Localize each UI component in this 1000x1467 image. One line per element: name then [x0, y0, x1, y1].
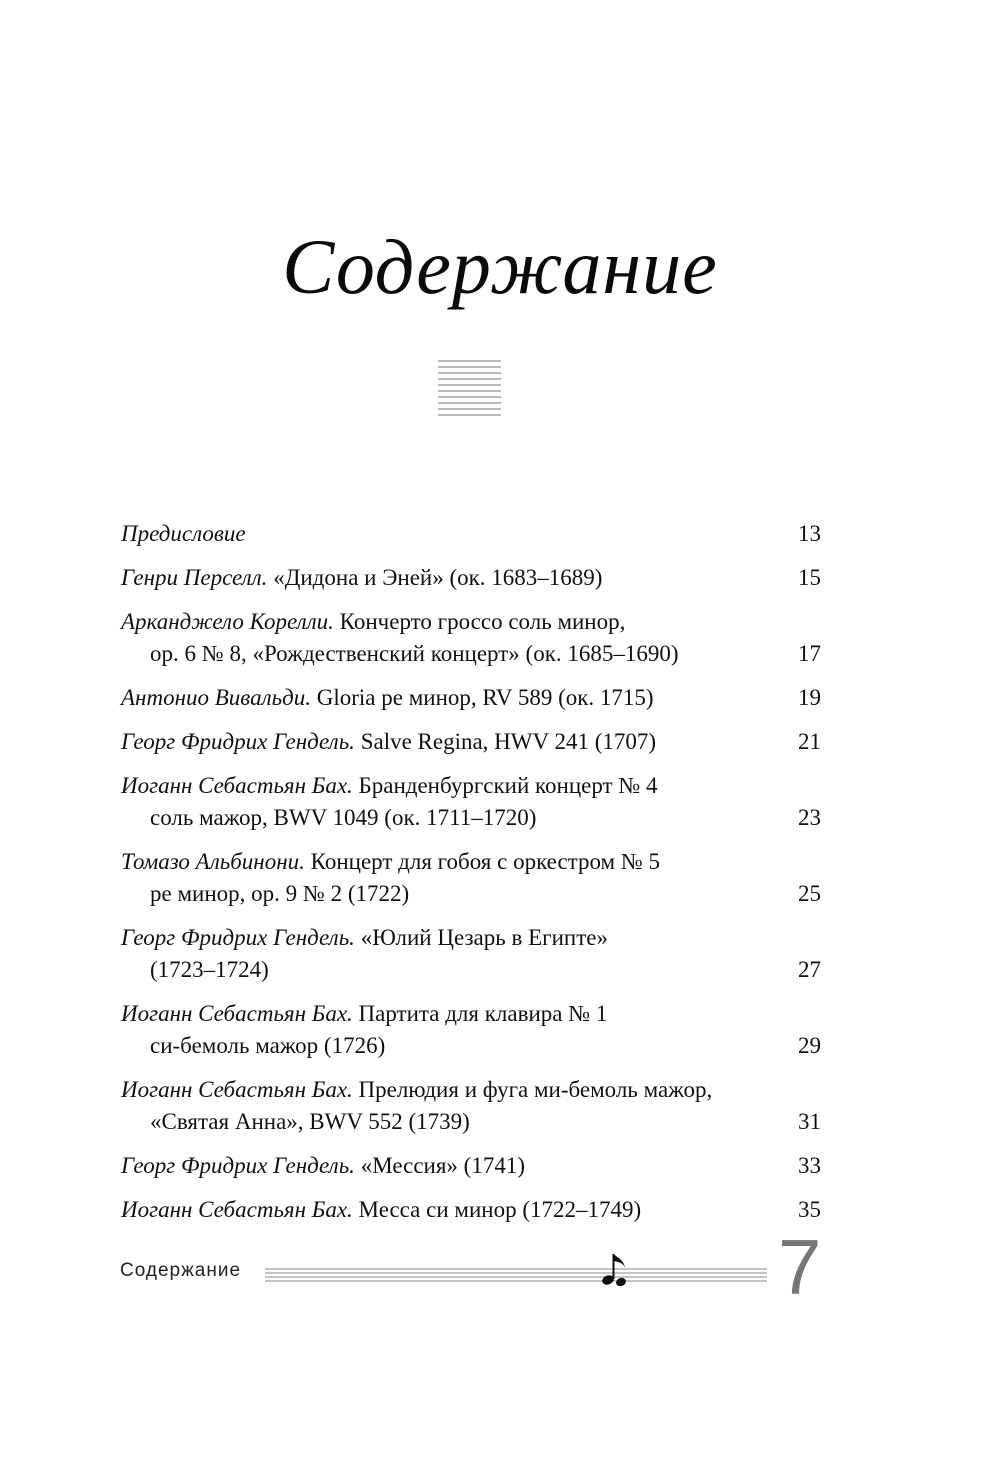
toc-entry[interactable] — [121, 1074, 821, 1138]
toc-entry-author: Георг Фридрих Гендель. — [121, 729, 355, 754]
toc-entry-page: 35 — [798, 1197, 821, 1222]
toc-entry[interactable] — [121, 770, 821, 834]
toc-entry-author: Предисловие — [121, 521, 246, 546]
toc-entry-author: Иоганн Себастьян Бах. — [121, 1197, 353, 1222]
toc-entry-work: Концерт для гобоя с оркестром № 5 — [304, 849, 661, 874]
toc-entry-first-line — [121, 518, 751, 550]
toc-entry-title — [121, 1194, 821, 1226]
toc-entry[interactable] — [121, 846, 821, 910]
toc-entry-first-line — [121, 726, 751, 758]
toc-entry-work: Gloria ре минор, RV 589 (ок. 1715) — [311, 685, 654, 710]
toc-entry-continuation-line — [121, 1030, 751, 1062]
page-title: Содержание — [282, 223, 718, 310]
toc-entry[interactable] — [121, 726, 821, 758]
toc-entry-title — [121, 998, 821, 1062]
toc-entry-first-line — [121, 562, 751, 594]
toc-entry-continuation-line — [121, 954, 751, 986]
toc-entry-page: 21 — [798, 729, 821, 754]
toc-entry-page: 25 — [798, 881, 821, 906]
toc-entry-work: соль мажор, BWV 1049 (ок. 1711–1720) — [150, 805, 537, 830]
toc-entry-work: «Святая Анна», BWV 552 (1739) — [150, 1109, 470, 1134]
toc-entry-page: 13 — [798, 521, 821, 546]
toc-entry-first-line — [121, 1074, 751, 1106]
toc-entry-author: Иоганн Себастьян Бах. — [121, 1077, 353, 1102]
toc-entry-title — [121, 1150, 821, 1182]
page-number: 7 — [778, 1223, 822, 1311]
toc-entry-author: Георг Фридрих Гендель. — [121, 925, 355, 950]
toc-entry-continuation-line — [121, 878, 751, 910]
table-of-contents — [121, 518, 821, 1226]
toc-entry-author: Иоганн Себастьян Бах. — [121, 1001, 353, 1026]
toc-entry-first-line — [121, 1194, 751, 1226]
toc-entry[interactable] — [121, 1194, 821, 1226]
toc-entry-page: 29 — [798, 1033, 821, 1058]
footer-staff-lines — [265, 1268, 767, 1282]
toc-entry-title — [121, 922, 821, 986]
toc-entry-page: 17 — [798, 641, 821, 666]
toc-entry[interactable] — [121, 682, 821, 714]
toc-entry-title — [121, 770, 821, 834]
toc-entry-author: Антонио Вивальди. — [121, 685, 311, 710]
toc-entry-work: ре минор, ор. 9 № 2 (1722) — [150, 881, 410, 906]
toc-entry-author: Томазо Альбинони. — [121, 849, 305, 874]
toc-entry-work: Кончерто гроссо соль минор, — [333, 609, 626, 634]
toc-entry-work: си-бемоль мажор (1726) — [150, 1033, 386, 1058]
toc-entry-author: Генри Перселл. — [121, 565, 268, 590]
toc-entry-title — [121, 1074, 821, 1138]
toc-entry-work: Месса си минор (1722–1749) — [352, 1197, 642, 1222]
toc-entry-first-line — [121, 770, 751, 802]
running-footer-label: Содержание — [120, 1260, 242, 1281]
music-note-icon — [600, 1252, 630, 1286]
toc-entry-first-line — [121, 922, 751, 954]
toc-entry-title — [121, 518, 821, 550]
toc-entry-first-line — [121, 846, 751, 878]
toc-entry[interactable] — [121, 606, 821, 670]
toc-entry[interactable] — [121, 1150, 821, 1182]
toc-entry-first-line — [121, 682, 751, 714]
toc-entry-work: Бранденбургский концерт № 4 — [352, 773, 658, 798]
toc-entry[interactable] — [121, 998, 821, 1062]
toc-entry-work: ор. 6 № 8, «Рождественский концерт» (ок. 1685–1690) — [150, 641, 679, 666]
toc-entry-work: (1723–1724) — [150, 957, 269, 982]
toc-entry-author: Арканджело Корелли. — [121, 609, 334, 634]
toc-entry-title — [121, 726, 821, 758]
toc-entry-page: 33 — [798, 1153, 821, 1178]
toc-entry-page: 31 — [798, 1109, 821, 1134]
toc-entry-continuation-line — [121, 802, 751, 834]
toc-entry-title — [121, 846, 821, 910]
toc-entry-work: «Дидона и Эней» (ок. 1683–1689) — [267, 565, 603, 590]
toc-entry-continuation-line — [121, 638, 751, 670]
toc-entry-author: Иоганн Себастьян Бах. — [121, 773, 353, 798]
toc-entry-work: «Мессия» (1741) — [354, 1153, 525, 1178]
toc-entry-work: Партита для клавира № 1 — [352, 1001, 608, 1026]
toc-entry[interactable] — [121, 518, 821, 550]
toc-entry-title — [121, 682, 821, 714]
toc-entry-page: 27 — [798, 957, 821, 982]
toc-entry-page: 15 — [798, 565, 821, 590]
toc-entry[interactable] — [121, 562, 821, 594]
toc-entry-work: «Юлий Цезарь в Египте» — [354, 925, 608, 950]
toc-entry-continuation-line — [121, 1106, 751, 1138]
staff-lines-icon — [438, 360, 501, 416]
toc-entry[interactable] — [121, 922, 821, 986]
toc-entry-work: Прелюдия и фуга ми-бемоль мажор, — [352, 1077, 713, 1102]
toc-entry-page: 19 — [798, 685, 821, 710]
toc-entry-first-line — [121, 606, 751, 638]
toc-entry-work: Salve Regina, HWV 241 (1707) — [354, 729, 657, 754]
toc-entry-title — [121, 562, 821, 594]
toc-entry-title — [121, 606, 821, 670]
toc-entry-author: Георг Фридрих Гендель. — [121, 1153, 355, 1178]
toc-entry-page: 23 — [798, 805, 821, 830]
toc-entry-first-line — [121, 998, 751, 1030]
toc-entry-first-line — [121, 1150, 751, 1182]
